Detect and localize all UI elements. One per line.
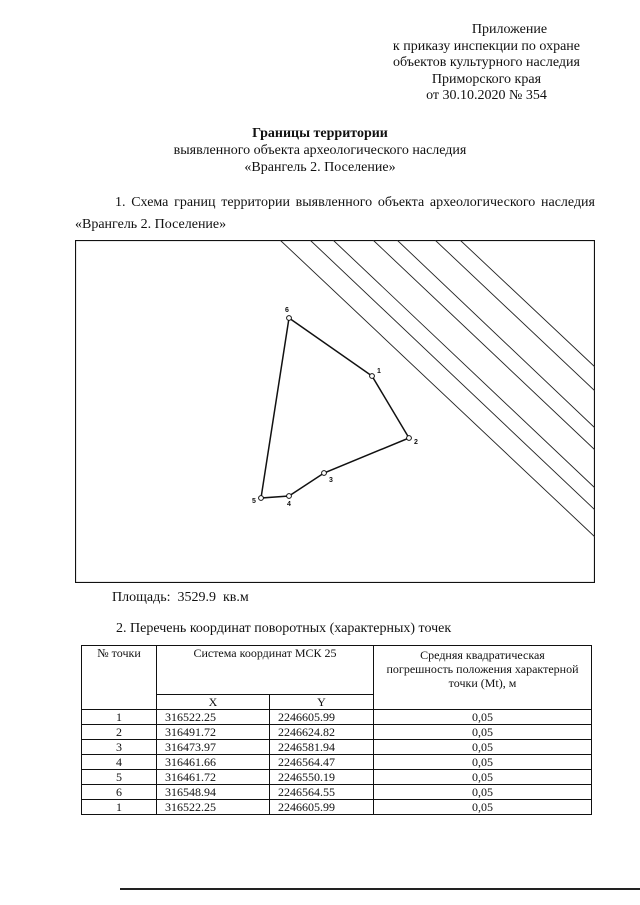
boundary-point-marker	[287, 494, 292, 499]
x-coordinate-cell: 316473.97	[157, 740, 270, 755]
x-coordinate-cell: 316461.66	[157, 755, 270, 770]
header-line-3: объектов культурного наследия	[392, 55, 580, 70]
area-unit: кв.м	[223, 590, 249, 605]
header-y: Y	[270, 695, 374, 710]
mean-error-cell: 0,05	[374, 710, 592, 725]
boundary-point-label: 1	[377, 368, 381, 375]
table-row	[82, 710, 592, 725]
point-number-cell: 5	[82, 770, 157, 785]
header-line-5: от 30.10.2020 № 354	[426, 88, 547, 103]
mean-error-cell: 0,05	[374, 755, 592, 770]
x-coordinate-cell: 316548.94	[157, 785, 270, 800]
point-number-cell: 3	[82, 740, 157, 755]
area-line	[112, 590, 249, 606]
mean-error-cell: 0,05	[374, 800, 592, 815]
boundary-point-marker	[322, 471, 327, 476]
header-point-number: № точки	[82, 646, 157, 710]
y-coordinate-cell: 2246550.19	[270, 770, 374, 785]
table-row	[82, 785, 592, 800]
x-coordinate-cell: 316522.25	[157, 800, 270, 815]
header-coordinate-system: Система координат МСК 25	[157, 646, 374, 695]
area-label: Площадь:	[112, 590, 171, 605]
boundary-point-label: 2	[414, 439, 418, 446]
point-number-cell: 6	[82, 785, 157, 800]
appendix-header	[393, 22, 580, 105]
title-line-3: «Врангель 2. Поселение»	[244, 160, 396, 175]
table-row	[82, 800, 592, 815]
x-coordinate-cell: 316461.72	[157, 770, 270, 785]
coordinates-table	[81, 645, 592, 815]
section-1-heading	[75, 192, 595, 236]
section-1-text: 1. Схема границ территории выявленного объекта археологического наследия «Врангель 2. Поселение»	[75, 195, 595, 232]
boundary-point-marker	[259, 496, 264, 501]
boundary-point-label: 4	[287, 501, 291, 508]
y-coordinate-cell: 2246564.47	[270, 755, 374, 770]
header-mean-error: Средняя квадратическая погрешность положения характерной точки (Mt), м	[374, 646, 592, 710]
x-coordinate-cell: 316522.25	[157, 710, 270, 725]
header-line-2: к приказу инспекции по охране	[392, 38, 580, 54]
title-line-1: Границы территории	[252, 126, 388, 141]
y-coordinate-cell: 2246564.55	[270, 785, 374, 800]
table-row	[82, 755, 592, 770]
boundary-point-label: 3	[329, 477, 333, 484]
area-value: 3529.9	[177, 590, 216, 605]
boundary-point-marker	[287, 316, 292, 321]
boundary-point-marker	[370, 374, 375, 379]
point-number-cell: 2	[82, 725, 157, 740]
boundary-point-label: 6	[285, 307, 289, 314]
boundary-schema	[75, 240, 595, 583]
title-line-2: выявленного объекта археологического наследия	[173, 143, 467, 158]
boundary-point-marker	[407, 436, 412, 441]
header-line-4: Приморского края	[431, 71, 542, 87]
x-coordinate-cell: 316491.72	[157, 725, 270, 740]
y-coordinate-cell: 2246581.94	[270, 740, 374, 755]
mean-error-cell: 0,05	[374, 740, 592, 755]
mean-error-cell: 0,05	[374, 725, 592, 740]
section-2-heading: 2. Перечень координат поворотных (характерных) точек	[116, 621, 452, 636]
page-bottom-rule	[120, 888, 640, 890]
table-header-row	[82, 646, 592, 695]
header-line-1: Приложение	[471, 22, 548, 37]
mean-error-cell: 0,05	[374, 770, 592, 785]
document-title	[0, 125, 640, 176]
table-row	[82, 725, 592, 740]
y-coordinate-cell: 2246624.82	[270, 725, 374, 740]
y-coordinate-cell: 2246605.99	[270, 800, 374, 815]
y-coordinate-cell: 2246605.99	[270, 710, 374, 725]
table-row	[82, 770, 592, 785]
point-number-cell: 4	[82, 755, 157, 770]
mean-error-cell: 0,05	[374, 785, 592, 800]
table-row	[82, 740, 592, 755]
boundary-point-label: 5	[252, 498, 256, 505]
point-number-cell: 1	[82, 710, 157, 725]
point-number-cell: 1	[82, 800, 157, 815]
header-x: X	[157, 695, 270, 710]
